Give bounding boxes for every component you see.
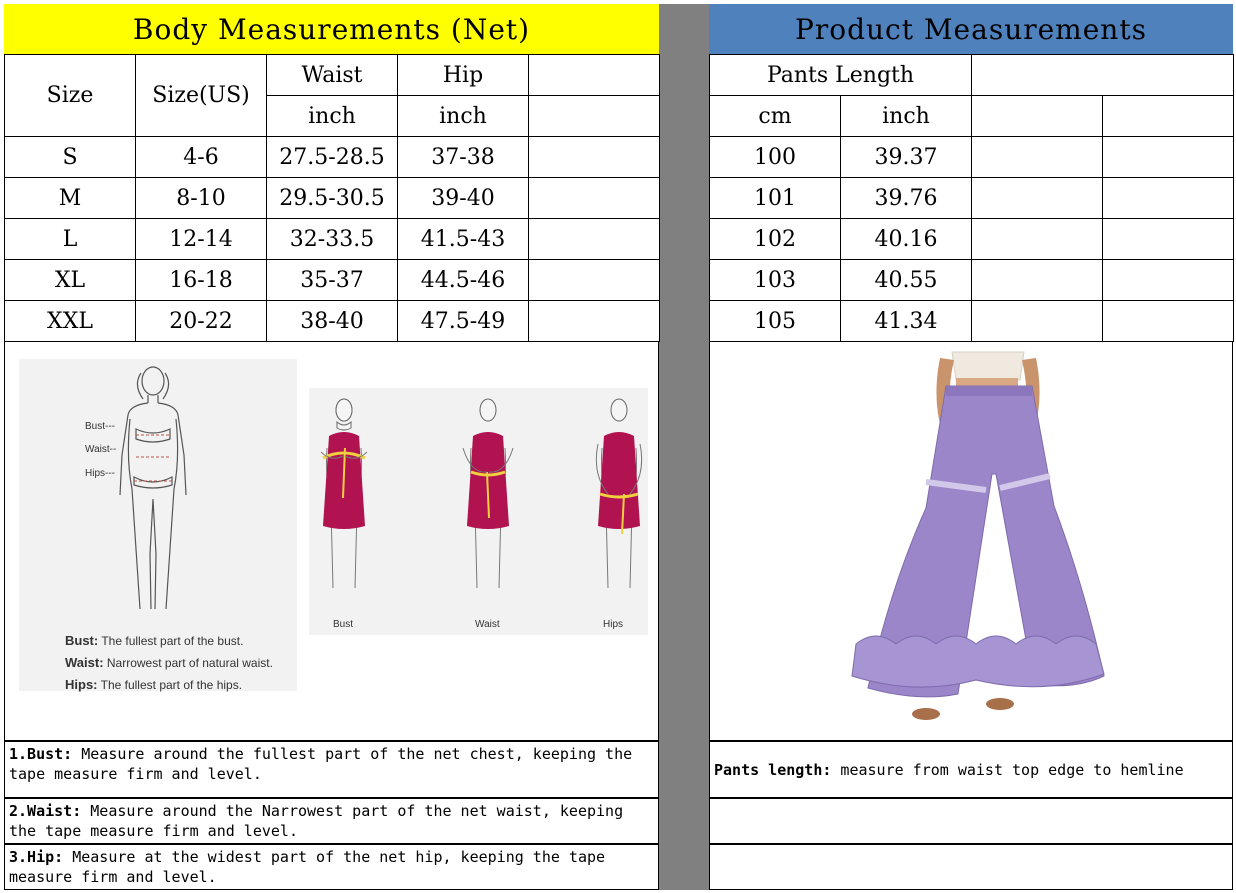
waist-def-text: Narrowest part of natural waist. — [106, 656, 273, 670]
product-measurements-header — [709, 4, 1233, 54]
table-row — [5, 219, 660, 260]
empty-cell — [529, 219, 660, 260]
size-us-cell: 12-14 — [136, 219, 267, 260]
inch-cell: 39.76 — [841, 178, 972, 219]
caption-waist: Waist — [475, 619, 500, 630]
size-cell: XL — [5, 260, 136, 301]
hip-header: Hip — [398, 55, 529, 96]
waist-definition — [65, 655, 273, 670]
hips-definition — [65, 677, 242, 692]
size-cell: XXL — [5, 301, 136, 342]
note-hip — [4, 844, 659, 890]
product-photo-pane — [709, 341, 1233, 741]
table-row — [710, 178, 1234, 219]
empty-cell — [1103, 260, 1234, 301]
body-measurements-header — [4, 4, 659, 54]
inch-cell: 40.16 — [841, 219, 972, 260]
empty-cell — [972, 137, 1103, 178]
waist-def-label: Waist: — [65, 655, 104, 670]
empty-cell — [1103, 137, 1234, 178]
hip-cell: 41.5-43 — [398, 219, 529, 260]
note-bust-label: 1.Bust: — [9, 745, 73, 763]
cm-cell: 100 — [710, 137, 841, 178]
dress-figures-illustration — [309, 388, 648, 618]
inch-unit: inch — [841, 96, 972, 137]
pants-length-header: Pants Length — [710, 55, 972, 96]
inch-cell: 40.55 — [841, 260, 972, 301]
inch-cell: 39.37 — [841, 137, 972, 178]
dress-measuring-guide — [309, 388, 648, 635]
size-us-cell: 16-18 — [136, 260, 267, 301]
measurement-guide-pane — [4, 341, 659, 741]
note-pants-text: measure from waist top edge to hemline — [831, 760, 1184, 779]
empty-cell — [972, 301, 1103, 342]
body-measurements-table — [4, 54, 660, 342]
note-bust-text: Measure around the fullest part of the net chest, keeping the tape measure firm and level. — [9, 745, 633, 783]
empty-cell — [972, 178, 1103, 219]
empty-cell — [972, 55, 1234, 96]
hips-mark: Hips--- — [85, 468, 115, 479]
note-waist — [4, 798, 659, 844]
empty-note-row — [709, 798, 1233, 844]
size-header: Size — [5, 55, 136, 137]
caption-hips: Hips — [603, 619, 624, 630]
table-row — [5, 178, 660, 219]
bust-def-label: Bust: — [65, 633, 99, 648]
body-outline-illustration — [19, 359, 297, 619]
empty-cell — [1103, 301, 1234, 342]
waist-cell: 35-37 — [267, 260, 398, 301]
empty-cell — [972, 219, 1103, 260]
product-measurements-table — [709, 54, 1234, 342]
cm-cell: 101 — [710, 178, 841, 219]
empty-cell — [972, 96, 1103, 137]
waist-unit: inch — [267, 96, 398, 137]
size-us-header: Size(US) — [136, 55, 267, 137]
table-row — [710, 260, 1234, 301]
waist-cell: 32-33.5 — [267, 219, 398, 260]
body-measurements-title: Body Measurements (Net) — [132, 12, 531, 46]
empty-cell — [529, 178, 660, 219]
hips-def-text: The fullest part of the hips. — [100, 678, 243, 692]
note-waist-text: Measure around the Narrowest part of the net waist, keeping the tape measure firm and level. — [9, 802, 624, 840]
hip-cell: 44.5-46 — [398, 260, 529, 301]
empty-cell — [529, 137, 660, 178]
cm-unit: cm — [710, 96, 841, 137]
waist-mark: Waist-- — [85, 444, 117, 455]
hip-unit: inch — [398, 96, 529, 137]
size-us-cell: 4-6 — [136, 137, 267, 178]
waist-cell: 38-40 — [267, 301, 398, 342]
note-hip-label: 3.Hip: — [9, 848, 64, 866]
empty-cell — [1103, 178, 1234, 219]
bust-mark: Bust--- — [85, 421, 115, 432]
note-hip-text: Measure at the widest part of the net hip, keeping the tape measure firm and level. — [9, 848, 606, 886]
table-row — [5, 301, 660, 342]
body-figure-guide — [19, 359, 297, 691]
empty-cell — [529, 260, 660, 301]
waist-cell: 29.5-30.5 — [267, 178, 398, 219]
waist-header: Waist — [267, 55, 398, 96]
column-separator — [659, 4, 709, 890]
table-row — [5, 137, 660, 178]
cm-cell: 105 — [710, 301, 841, 342]
cm-cell: 102 — [710, 219, 841, 260]
size-cell: L — [5, 219, 136, 260]
table-row — [710, 301, 1234, 342]
inch-cell: 41.34 — [841, 301, 972, 342]
note-bust — [4, 741, 659, 798]
waist-cell: 27.5-28.5 — [267, 137, 398, 178]
hip-cell: 37-38 — [398, 137, 529, 178]
note-pants-label: Pants length: — [714, 760, 832, 779]
size-us-cell: 20-22 — [136, 301, 267, 342]
caption-bust: Bust — [333, 619, 354, 630]
empty-cell — [972, 260, 1103, 301]
empty-cell — [1103, 219, 1234, 260]
table-row — [710, 137, 1234, 178]
hip-cell: 39-40 — [398, 178, 529, 219]
empty-cell — [529, 55, 660, 96]
size-cell: S — [5, 137, 136, 178]
cm-cell: 103 — [710, 260, 841, 301]
product-measurements-title: Product Measurements — [795, 12, 1147, 46]
table-row — [5, 260, 660, 301]
empty-cell — [529, 96, 660, 137]
bust-def-text: The fullest part of the bust. — [101, 634, 244, 648]
empty-cell — [1103, 96, 1234, 137]
size-cell: M — [5, 178, 136, 219]
empty-cell — [529, 301, 660, 342]
size-us-cell: 8-10 — [136, 178, 267, 219]
note-waist-label: 2.Waist: — [9, 802, 82, 820]
bust-definition — [65, 633, 243, 648]
hip-cell: 47.5-49 — [398, 301, 529, 342]
empty-note-row — [709, 844, 1233, 890]
note-pants-length — [709, 741, 1233, 798]
table-row — [710, 219, 1234, 260]
hips-def-label: Hips: — [65, 677, 98, 692]
wide-leg-pants-photo — [850, 348, 1110, 738]
